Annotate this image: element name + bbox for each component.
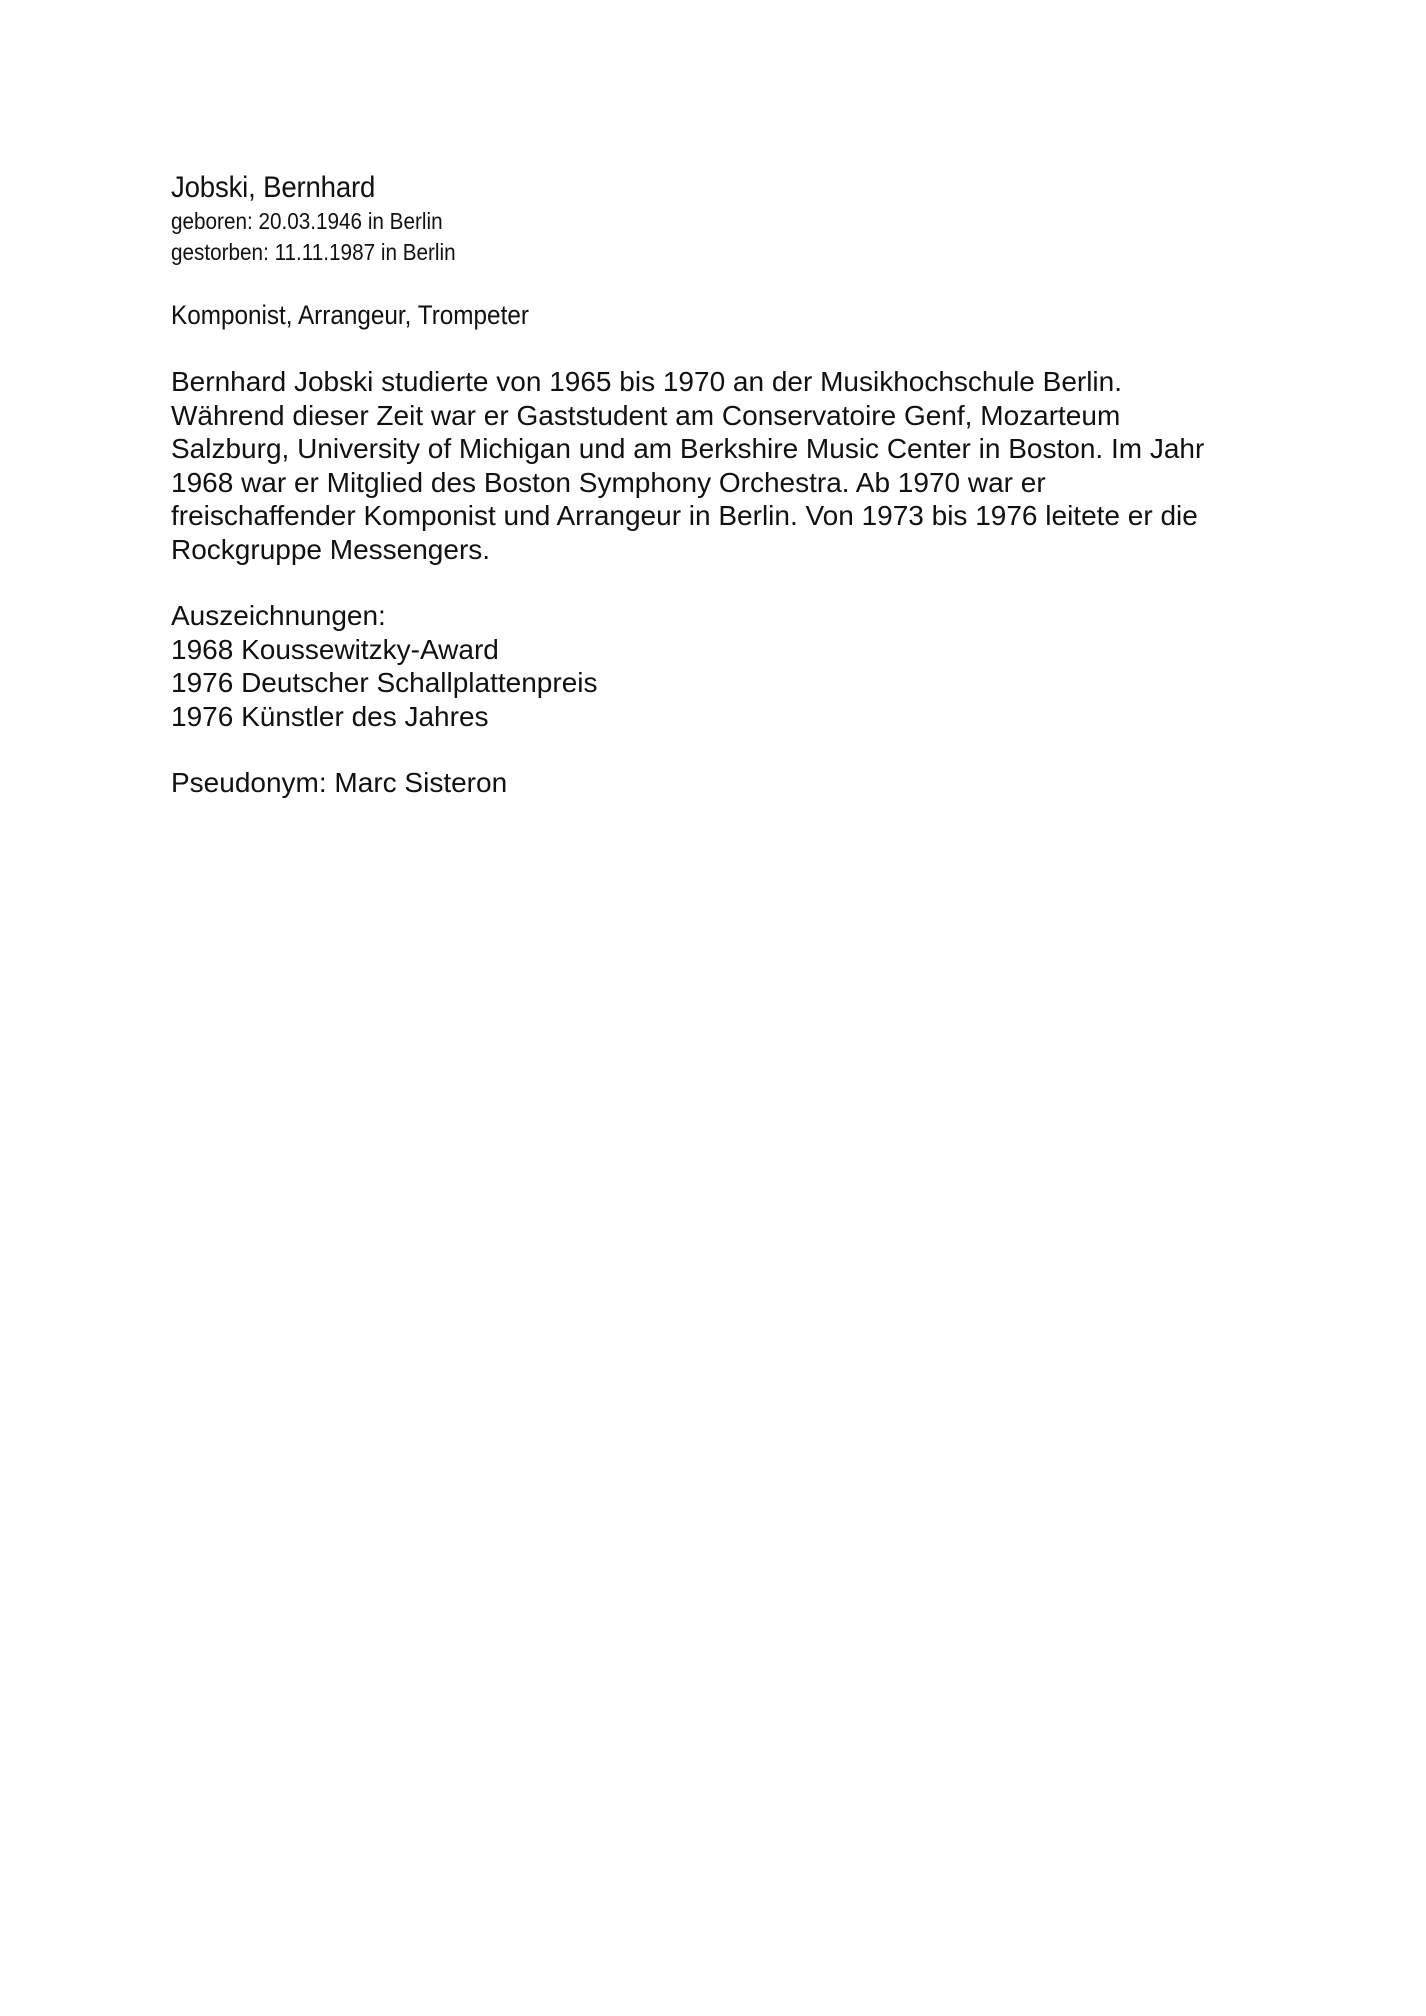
- biography-line: 1968 war er Mitglied des Boston Symphony Orchestra. Ab 1970 war er: [171, 466, 1046, 498]
- awards-section: [171, 599, 1291, 733]
- award-item: 1976 Künstler des Jahres: [171, 700, 489, 732]
- awards-heading: Auszeichnungen:: [171, 600, 386, 631]
- biography-line: Während dieser Zeit war er Gaststudent am Conservatoire Genf, Mozarteum: [171, 399, 1121, 431]
- biography-line: Salzburg, University of Michigan und am Berkshire Music Center in Boston. Im Jahr: [171, 433, 1205, 464]
- biography-line: freischaffender Komponist und Arrangeur in Berlin. Von 1973 bis 1976 leitete er die: [171, 500, 1198, 531]
- biography-line: Rockgruppe Messengers.: [171, 533, 491, 565]
- biography-line: Bernhard Jobski studierte von 1965 bis 1970 an der Musikhochschule Berlin.: [171, 366, 1123, 397]
- biography: [171, 365, 1291, 566]
- birth-info: geboren: 20.03.1946 in Berlin: [171, 208, 443, 234]
- pseudonym: Pseudonym: Marc Sisteron: [171, 767, 508, 798]
- death-info: gestorben: 11.11.1987 in Berlin: [171, 239, 456, 265]
- award-item: 1976 Deutscher Schallplattenpreis: [171, 667, 598, 698]
- document-content: [171, 170, 1291, 800]
- person-name: Jobski, Bernhard: [171, 171, 376, 204]
- award-item: 1968 Koussewitzky-Award: [171, 633, 499, 665]
- profession: Komponist, Arrangeur, Trompeter: [171, 300, 529, 330]
